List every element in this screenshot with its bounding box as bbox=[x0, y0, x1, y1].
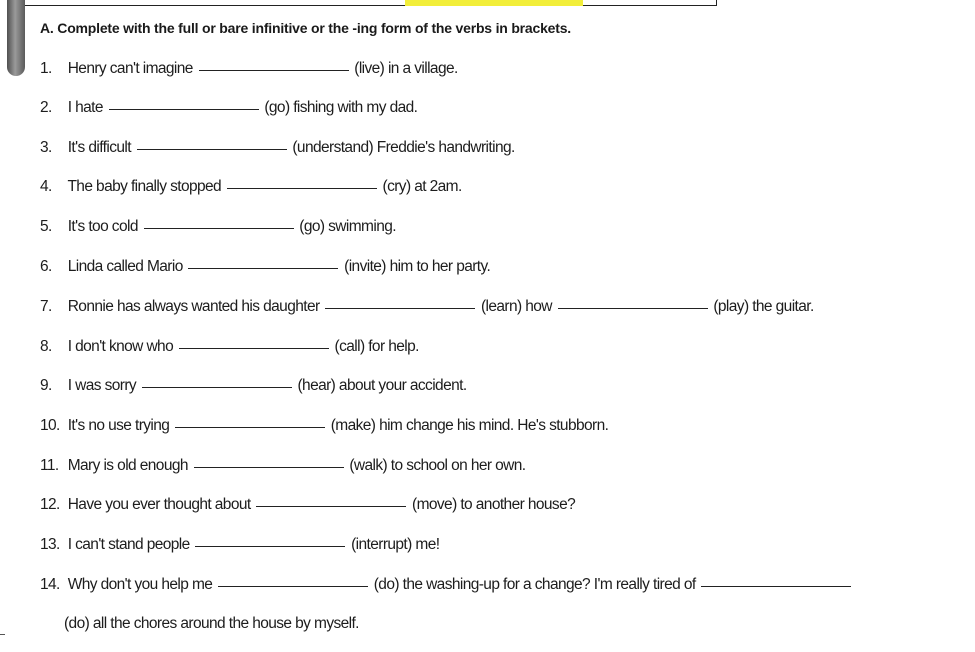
page-edge-mark bbox=[0, 634, 5, 635]
answer-blank[interactable] bbox=[137, 148, 287, 150]
item-text: It's no use trying bbox=[67, 417, 170, 434]
answer-blank[interactable] bbox=[199, 69, 349, 71]
item-number: 9. bbox=[40, 377, 52, 394]
exercise-item-8 bbox=[40, 336, 419, 358]
item-number: 4. bbox=[40, 178, 52, 195]
exercise-item-4 bbox=[40, 176, 462, 198]
item-text: (call) for help. bbox=[334, 338, 419, 355]
answer-blank[interactable] bbox=[256, 505, 406, 507]
item-text: I hate bbox=[67, 99, 103, 116]
binder-tab bbox=[7, 0, 25, 76]
item-number: 10. bbox=[40, 417, 60, 434]
item-number: 7. bbox=[40, 298, 52, 315]
item-text: Mary is old enough bbox=[67, 457, 188, 474]
exercise-item-12 bbox=[40, 494, 575, 516]
item-text: It's difficult bbox=[67, 139, 131, 156]
exercise-item-6 bbox=[40, 256, 490, 278]
item-text: (go) swimming. bbox=[299, 218, 396, 235]
answer-blank[interactable] bbox=[144, 227, 294, 229]
item-text: I don't know who bbox=[67, 338, 174, 355]
item-text: (interrupt) me! bbox=[351, 536, 440, 553]
item-number: 14. bbox=[40, 576, 60, 593]
item-text: Linda called Mario bbox=[67, 258, 183, 275]
item-text: Ronnie has always wanted his daughter bbox=[67, 298, 320, 315]
exercise-item-11 bbox=[40, 455, 526, 477]
item-text: (move) to another house? bbox=[412, 496, 576, 513]
item-text: Have you ever thought about bbox=[67, 496, 251, 513]
answer-blank[interactable] bbox=[194, 466, 344, 468]
exercise-item-14-continued bbox=[64, 613, 359, 635]
item-text: (learn) how bbox=[480, 298, 552, 315]
exercise-item-1 bbox=[40, 58, 458, 80]
item-number: 12. bbox=[40, 496, 60, 513]
answer-blank[interactable] bbox=[188, 267, 338, 269]
item-text: (invite) him to her party. bbox=[344, 258, 491, 275]
item-number: 3. bbox=[40, 139, 52, 156]
item-text: (play) the guitar. bbox=[713, 298, 814, 315]
item-text: (walk) to school on her own. bbox=[349, 457, 526, 474]
answer-blank[interactable] bbox=[325, 307, 475, 309]
answer-blank[interactable] bbox=[142, 386, 292, 388]
exercise-item-5 bbox=[40, 216, 396, 238]
item-number: 6. bbox=[40, 258, 52, 275]
item-number: 8. bbox=[40, 338, 52, 355]
item-text: (do) all the chores around the house by myself. bbox=[64, 615, 359, 632]
exercise-heading: A. Complete with the full or bare infinitive or the -ing form of the verbs in brackets. bbox=[40, 20, 571, 36]
item-text: (cry) at 2am. bbox=[382, 178, 462, 195]
exercise-item-10 bbox=[40, 415, 608, 437]
top-table-border bbox=[12, 0, 717, 6]
item-text: (make) him change his mind. He's stubborn. bbox=[330, 417, 609, 434]
item-number: 13. bbox=[40, 536, 60, 553]
item-text: (live) in a village. bbox=[354, 60, 458, 77]
exercise-item-9 bbox=[40, 375, 467, 397]
item-number: 11. bbox=[40, 457, 59, 474]
answer-blank[interactable] bbox=[558, 307, 708, 309]
item-text: (hear) about your accident. bbox=[297, 377, 467, 394]
answer-blank[interactable] bbox=[109, 108, 259, 110]
item-number: 1. bbox=[40, 60, 52, 77]
answer-blank[interactable] bbox=[175, 426, 325, 428]
item-number: 5. bbox=[40, 218, 52, 235]
exercise-item-7 bbox=[40, 296, 814, 318]
exercise-item-14 bbox=[40, 574, 853, 596]
item-text: Henry can't imagine bbox=[67, 60, 193, 77]
exercise-item-13 bbox=[40, 534, 439, 556]
answer-blank[interactable] bbox=[179, 347, 329, 349]
answer-blank[interactable] bbox=[701, 585, 851, 587]
item-text: (go) fishing with my dad. bbox=[264, 99, 418, 116]
item-text: Why don't you help me bbox=[67, 576, 213, 593]
item-number: 2. bbox=[40, 99, 52, 116]
item-text: I was sorry bbox=[67, 377, 137, 394]
exercise-item-3 bbox=[40, 137, 515, 159]
answer-blank[interactable] bbox=[227, 187, 377, 189]
item-text: (understand) Freddie's handwriting. bbox=[292, 139, 515, 156]
item-text: The baby finally stopped bbox=[67, 178, 222, 195]
item-text: (do) the washing-up for a change? I'm really tired of bbox=[373, 576, 696, 593]
highlighted-cell bbox=[405, 0, 583, 6]
item-text: It's too cold bbox=[67, 218, 138, 235]
item-text: I can't stand people bbox=[67, 536, 190, 553]
answer-blank[interactable] bbox=[195, 545, 345, 547]
answer-blank[interactable] bbox=[218, 585, 368, 587]
exercise-item-2 bbox=[40, 97, 417, 119]
